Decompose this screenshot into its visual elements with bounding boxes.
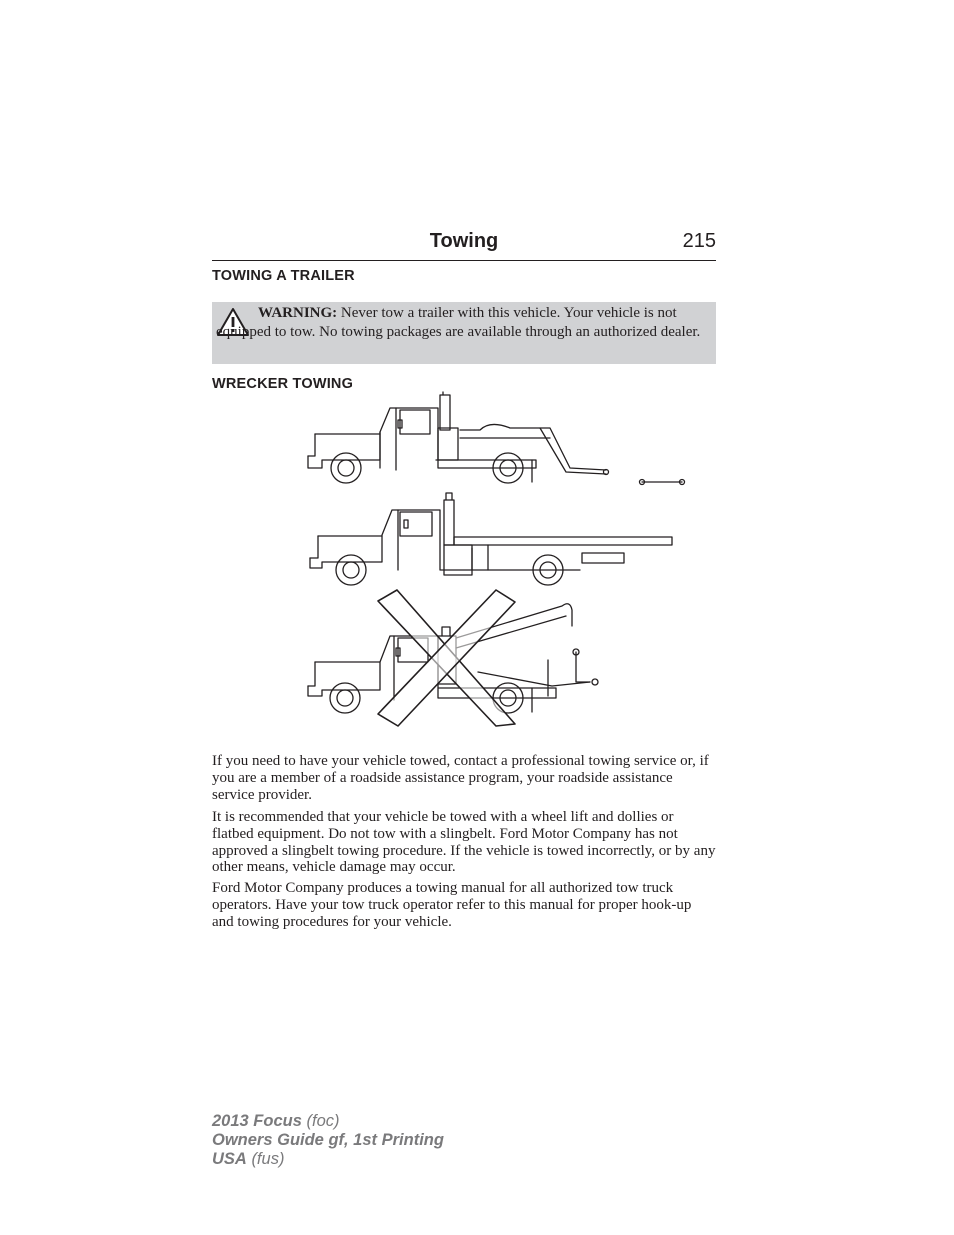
- page-footer: [212, 1112, 444, 1169]
- towing-methods-illustration: [300, 390, 700, 730]
- page-header: [212, 228, 716, 261]
- footer-model-code: (foc): [306, 1112, 340, 1130]
- section-heading-wrecker-towing: WRECKER TOWING: [212, 376, 354, 392]
- footer-guide: Owners Guide gf, 1st Printing: [212, 1131, 444, 1149]
- warning-text-block: [216, 304, 708, 342]
- footer-market-code: (fus): [251, 1150, 285, 1168]
- tow-dolly-bar-icon: [640, 480, 685, 485]
- footer-market: USA: [212, 1150, 247, 1168]
- warning-label: WARNING:: [258, 305, 338, 321]
- paragraph-towing-manual: Ford Motor Company produces a towing manual for all authorized tow truck operators. Have your tow truck operator refer to this manual for proper hook-up and towing procedures for your vehicle.: [212, 880, 692, 930]
- footer-model: 2013 Focus: [212, 1112, 302, 1130]
- section-heading-towing-trailer: TOWING A TRAILER: [212, 268, 355, 284]
- warning-message: Never tow a trailer with this vehicle. Your vehicle is not equipped to tow. No towing packages are available through an authorized dealer.: [216, 305, 701, 340]
- page-number: 215: [682, 230, 716, 252]
- warning-box: [212, 302, 716, 364]
- paragraph-contact-towing: If you need to have your vehicle towed, contact a professional towing service or, if you are a member of a roadside assistance program, your roadside assistance service provider.: [212, 753, 709, 803]
- chapter-title: Towing: [429, 230, 499, 252]
- wheel-lift-truck-icon: [308, 392, 609, 483]
- paragraph-recommended-method: It is recommended that your vehicle be towed with a wheel lift and dollies or flatbed equipment. Do not tow with a slingbelt. Ford Motor Company has not approved a slingbelt towing procedure. If the vehicle is towed incorrectly, or by any other means, vehicle damage may occur.: [212, 809, 716, 876]
- flatbed-truck-icon: [310, 493, 672, 585]
